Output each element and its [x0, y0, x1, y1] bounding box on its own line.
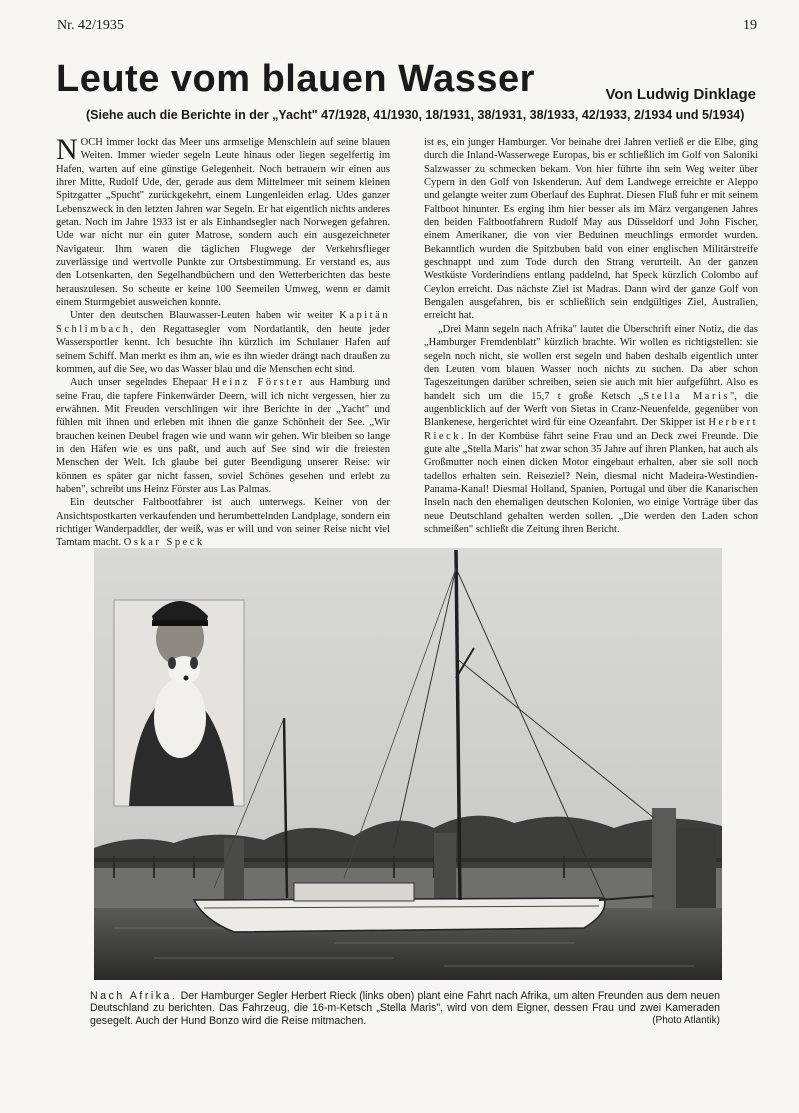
article-subtitle: (Siehe auch die Berichte in der „Yacht" 47/1928, 41/1930, 18/1931, 38/1931, 38/1933, 42/1933, 2/1934 und 5/1934): [86, 108, 745, 122]
person-name: Kapitän Schlimbach: [56, 310, 390, 335]
ketch-hull: [194, 898, 605, 932]
paragraph: [56, 496, 390, 549]
photo-credit: (Photo Atlantik): [652, 1014, 720, 1026]
paragraph: [56, 309, 390, 376]
ketch-photo: [94, 548, 722, 980]
person-name: Heinz Förster: [212, 377, 305, 389]
dog: [154, 678, 206, 758]
caption-text: Der Hamburger Segler Herbert Rieck (links oben) plant eine Fahrt nach Afrika, um alten Freunden aus dem neuen Deutschland zu berichten. Das Fahrzeug, die 16-m-Ketsch „Stella Maris", wird von dem Eigner, dessen Frau und zwei Kameraden gesegelt. Auch der Hund Bonzo wird die Reise mitmachen.: [90, 990, 720, 1027]
shed: [676, 828, 716, 918]
paragraph: ist es, ein junger Hamburger. Vor beinahe drei Jahren verließ er die Elbe, ging durch die Inland-Wasserwege Europas, bis er schließlich im Golf von Saloniki Salzwasser zu schmecken bekam. Von hier führte ihn sein Weg weiter über Cypern in den Golf von Iskenderun. Auf dem Landwege erreichte er Aleppo und gelangte weiter zum Oberlauf des Euphrat. Diesen Fluß fuhr er mit seinem Faltboot hinunter. Es erging ihm hier besser als im März vergangenen Jahres den beiden Faltbootfahrern Rudolf May aus Düsseldorf und John Fischer, einem Amerikaner, die von vier Beduinen meuchlings ermordet wurden. Bekanntlich wurden die Spitzbuben bald von einer englischen Militärstreife geschnappt und zum Tode durch den Strang verurteilt. An der ganzen Westküste Vorderindiens entlang paddelnd, hat Speck kürzlich Colombo auf Ceylon erreicht. Das nächste Ziel ist Madras. Dann wird der ganze Golf von Bengalen ausgefahren, bis er schließlich sein endgültiges Ziel, Australien, erreicht hat.: [424, 137, 758, 322]
piling: [224, 838, 244, 908]
ship-name: Stella Maris: [643, 390, 730, 402]
person-name: Herbert Rieck: [424, 417, 758, 442]
article-author: Von Ludwig Dinklage: [605, 86, 756, 103]
ketch-photo-illustration: [94, 548, 722, 980]
page-number: 19: [743, 18, 757, 33]
issue-number: Nr. 42/1935: [57, 18, 124, 33]
paragraph: [56, 376, 390, 496]
text-column-left: [56, 133, 390, 550]
paragraph-text: ", die augenblicklich auf der Werft von Sietas in Cranz-Neuenfelde, gegenüber von Blankenese, hergerichtet wird für eine Ozeanfahrt. Der Skipper ist: [424, 390, 758, 429]
paragraph-text: , den Regattasegler vom Nordatlantik, den heute jeder Wassersportler kennt. Ich besuchte ihn kürzlich im Schulauer Hafen auf seinem Schiff. Man merkt es ihm an, wie es ihn wieder drängt nach draußen zu kommen, auf die See, wo das Wasser blau und die Menschen echt sind.: [56, 323, 390, 375]
person-name: Oskar Speck: [123, 537, 205, 549]
paragraph: [424, 323, 758, 537]
piling: [434, 833, 456, 903]
photo-caption: [90, 990, 720, 1027]
paragraph-text: „Drei Mann segeln nach Afrika" lautet die Überschrift einer Notiz, die das „Hamburger Fremdenblatt" kürzlich brachte. Wir wollen es richtigstellen: sie segeln noch nicht, sie wollen erst segeln und haben deshalb eigentlich unter den Leuten vom blauen Wasser noch nichts zu suchen. Da aber schon Tageszeitungen darüber schreiben, seien sie auch mit hier aufgeführt. Also es handelt sich um die 15,7 t große Ketsch „: [424, 323, 758, 402]
skipper-portrait: [114, 600, 244, 806]
article-title: Leute vom blauen Wasser: [56, 58, 535, 100]
paragraph-text: Unter den deutschen Blauwasser-Leuten haben wir weiter: [70, 310, 340, 322]
drop-cap: N: [56, 133, 78, 166]
paragraph-text: Ein deutscher Faltbootfahrer ist auch unterwegs. Keiner von der Ansichtspostkarten verkaufenden und herumbettelnden Landplage, sondern ein richtiger Wanderpaddler, der weiß, was er will und von seiner Reise nicht viel Tamtam macht.: [56, 497, 390, 549]
paragraph-text: OCH immer lockt das Meer uns armselige Menschlein auf seine blauen Weiten. Immer wieder segeln Leute hinaus oder liegen segelfertig im Hafen, warten auf eine günstige Gelegenheit. Noch betrauern wir einen aus ihrer Mitte, Rudolf Ude, der, gerade aus dem Mittelmeer mit seinem kleinen Spitzgatter „Spucht" zurückgekehrt, einem Lungenleiden erlag. Udes ganzer Lebenszweck in den letzten Jahren war Segeln. Er hat eigentlich nichts anderes getan. Noch im Jahre 1933 ist er als Einhandsegler nach Norwegen gefahren. Ude war nicht nur ein guter Matrose, sondern auch ein ausgezeichneter Navigateur. Ihm waren die täglichen Flugwege der Verkehrsflieger zuverlässige und wertvolle Punkte zur Ortsbestimmung. Er verstand es, aus den Lotsenkarten, den Segelhandbüchern und den Wetterberichten das beste herauszulesen. So scheute er keine 100 Seemeilen Umweg, wenn er damit einem Sturmgebiet ausweichen konnte.: [56, 137, 390, 309]
paragraph-text: aus Hamburg und seine Frau, die tapfere Finkenwärder Deern, will ich nicht vergessen, hier zu erwähnen. Mit Freuden verschlingen wir ihre Berichte in der „Yacht" und fühlen mit ihnen und erleben mit ihnen die ganze Schönheit der See. „Wir brauchen keinen Deubel fragen wie und wann wir gehen. Wir bleiben so lange in den Häfen wie es uns paßt, und auch auf See sind wir die freiesten Menschen der Welt. Ich glaube bei guter Beendigung unserer Reise: wir können es später gar nicht fassen, soviel Schönes gesehen und erlebt zu haben", schreibt uns Heinz Förster aus Las Palmas.: [56, 377, 390, 495]
paragraph-text: . In der Kombüse fährt seine Frau und an Deck zwei Freunde. Die gute alte „Stella Maris" hat zwar schon 35 Jahre auf ihren Planken, hat auch als Großmutter noch einen dicken Motor eingebaut erhalten, aber sie soll noch tadellos erhalten sein. Reiseziel? Nein, diesmal nicht Madeira-Westindien-Panama-Kanal! Diesmal Holland, Spanien, Portugal und über die Kanarischen Inseln nach den ehemaligen deutschen Kolonien, wo einige Vorträge über das neue Deutschland gehalten werden sollen. „Die werden den Laden schon schmeißen" schließt die Zeitung ihren Bericht.: [424, 430, 758, 535]
paragraph-text: Auch unser segelndes Ehepaar: [70, 377, 213, 389]
deckhouse: [294, 883, 414, 901]
paragraph: [56, 133, 390, 309]
text-column-right: [424, 136, 758, 536]
caption-lead: Nach Afrika.: [90, 990, 178, 1002]
piling: [652, 808, 676, 908]
